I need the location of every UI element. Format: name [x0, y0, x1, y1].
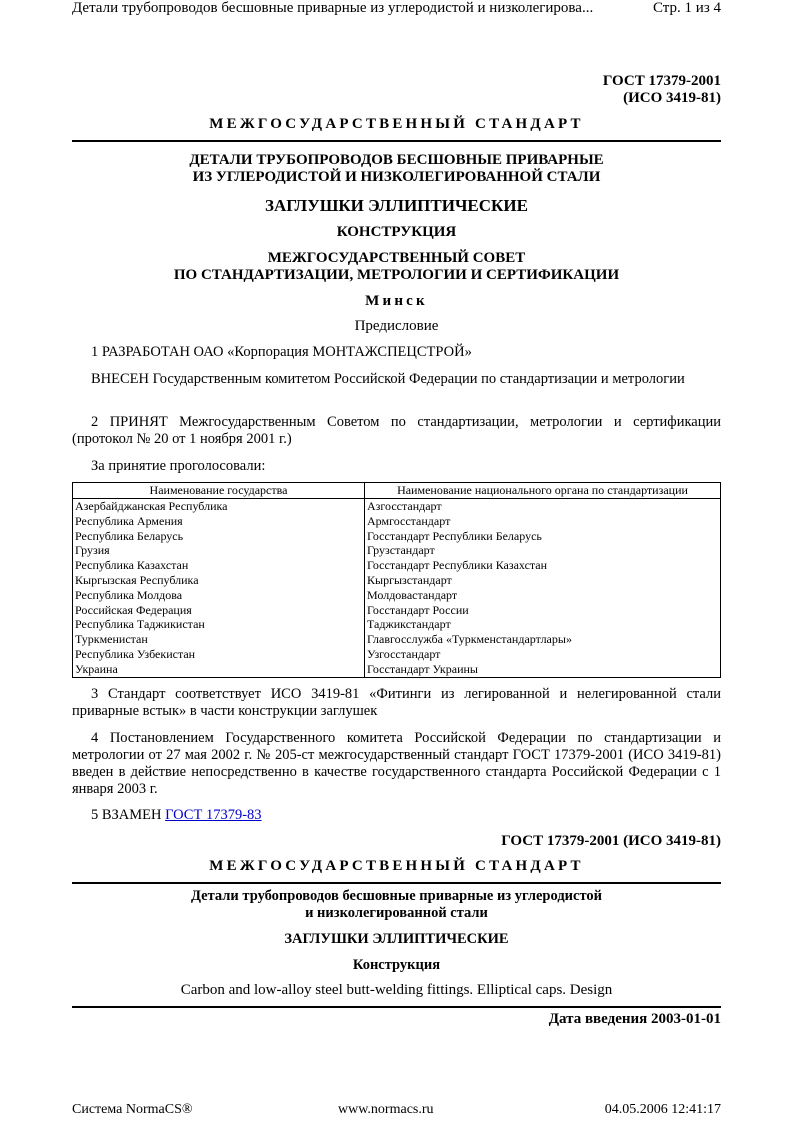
body-cell: Грузстандарт [365, 543, 721, 558]
table-row [73, 558, 721, 573]
replaces-prefix: 5 ВЗАМЕН [91, 807, 166, 823]
print-header-title: Детали трубопроводов бесшовные приварные из углеродистой и низколегирова... [72, 0, 594, 16]
standard-interstate-heading: МЕЖГОСУДАРСТВЕННЫЙ СТАНДАРТ [209, 858, 584, 874]
table-row [73, 514, 721, 529]
foreword-p3: 2 ПРИНЯТ Межгосударственным Советом по стандартизации, метрологии и сертификации (протокол № 20 от 1 ноября 2001 г.) [72, 414, 721, 447]
foreword-heading: Предисловие [354, 318, 439, 334]
cover-city: Минск [365, 293, 428, 309]
table-row [73, 529, 721, 544]
council-line2: ПО СТАНДАРТИЗАЦИИ, МЕТРОЛОГИИ И СЕРТИФИКАЦИИ [173, 267, 620, 283]
body-cell: Госстандарт Республики Беларусь [365, 529, 721, 544]
table-row [73, 647, 721, 662]
standard-title-line2: и низколегированной стали [305, 905, 488, 921]
body-cell: Кыргызстандарт [365, 573, 721, 588]
body-cell: Главгосслужба «Туркменстандартлары» [365, 632, 721, 647]
state-cell: Республика Беларусь [73, 529, 365, 544]
state-cell: Республика Таджикистан [73, 617, 365, 632]
cover-subtitle: ЗАГЛУШКИ ЭЛЛИПТИЧЕСКИЕ [265, 196, 528, 215]
table-row [73, 617, 721, 632]
cover-title-line2: ИЗ УГЛЕРОДИСТОЙ И НИЗКОЛЕГИРОВАННОЙ СТАЛИ [192, 169, 601, 185]
body-cell: Госстандарт Республики Казахстан [365, 558, 721, 573]
table-row [73, 573, 721, 588]
state-cell: Республика Казахстан [73, 558, 365, 573]
state-cell: Республика Армения [73, 514, 365, 529]
footer-system: Система NormaCS® [72, 1102, 193, 1117]
column-header-body: Наименование национального органа по стандартизации [365, 483, 721, 499]
foreword-p2: ВНЕСЕН Государственным комитетом Российской Федерации по стандартизации и метрологии [91, 371, 685, 387]
body-cell: Азгосстандарт [365, 499, 721, 514]
state-cell: Российская Федерация [73, 603, 365, 618]
state-cell: Грузия [73, 543, 365, 558]
body-cell: Армгосстандарт [365, 514, 721, 529]
state-cell: Республика Молдова [73, 588, 365, 603]
foreword-p5: 3 Стандарт соответствует ИСО 3419-81 «Фитинги из легированной и нелегированной стали приварные встык» в части конструкции заглушек [72, 686, 721, 719]
state-cell: Туркменистан [73, 632, 365, 647]
state-cell: Кыргызская Республика [73, 573, 365, 588]
foreword-p1: 1 РАЗРАБОТАН ОАО «Корпорация МОНТАЖСПЕЦСТРОЙ» [91, 344, 472, 360]
print-header-page: Стр. 1 из 4 [653, 0, 721, 16]
footer-datetime: 04.05.2006 12:41:17 [604, 1102, 721, 1117]
body-cell: Молдовастандарт [365, 588, 721, 603]
state-cell: Украина [73, 662, 365, 677]
cover-title-line1: ДЕТАЛИ ТРУБОПРОВОДОВ БЕСШОВНЫЕ ПРИВАРНЫЕ [189, 152, 604, 168]
gost-number: ГОСТ 17379-2001 [602, 73, 721, 89]
table-row [73, 543, 721, 558]
footer-url[interactable]: www.normacs.ru [338, 1102, 434, 1117]
foreword-p6: 4 Постановлением Государственного комитета Российской Федерации по стандартизации и метрологии от 27 мая 2002 г. № 205-ст межгосударственный стандарт ГОСТ 17379-2001 (ИСО 3419-81) введен в действие непосредственно в качестве государственного стандарта Российской Федерации с 1 января 2003 г. [72, 730, 721, 797]
iso-number: (ИСО 3419-81) [623, 90, 721, 106]
standard-gost-full: ГОСТ 17379-2001 (ИСО 3419-81) [501, 833, 721, 849]
english-title: Carbon and low-alloy steel butt-welding fittings. Elliptical caps. Design [180, 982, 613, 998]
standard-title-line1: Детали трубопроводов бесшовные приварные из углеродистой [191, 888, 602, 904]
body-cell: Госстандарт Украины [365, 662, 721, 677]
column-header-state: Наименование государства [73, 483, 365, 499]
standard-subtitle: ЗАГЛУШКИ ЭЛЛИПТИЧЕСКИЕ [284, 931, 509, 947]
council-line1: МЕЖГОСУДАРСТВЕННЫЙ СОВЕТ [267, 250, 526, 266]
cover-construction: КОНСТРУКЦИЯ [336, 224, 457, 240]
table-row [73, 499, 721, 514]
table-row [73, 588, 721, 603]
divider [72, 140, 721, 142]
body-cell: Госстандарт России [365, 603, 721, 618]
foreword-p7 [72, 807, 721, 824]
votes-table [72, 482, 721, 678]
interstate-standard-heading: МЕЖГОСУДАРСТВЕННЫЙ СТАНДАРТ [209, 116, 584, 132]
standard-construction: Конструкция [352, 957, 441, 973]
replaced-standard-link[interactable]: ГОСТ 17379-83 [165, 807, 262, 823]
body-cell: Узгосстандарт [365, 647, 721, 662]
foreword-p4: За принятие проголосовали: [91, 458, 266, 474]
divider [72, 1006, 721, 1008]
divider [72, 882, 721, 884]
table-header-row [73, 483, 721, 499]
state-cell: Азербайджанская Республика [73, 499, 365, 514]
table-row [73, 662, 721, 677]
table-row [73, 632, 721, 647]
introduction-date: Дата введения 2003-01-01 [548, 1011, 721, 1027]
table-row [73, 603, 721, 618]
state-cell: Республика Узбекистан [73, 647, 365, 662]
body-cell: Таджикстандарт [365, 617, 721, 632]
